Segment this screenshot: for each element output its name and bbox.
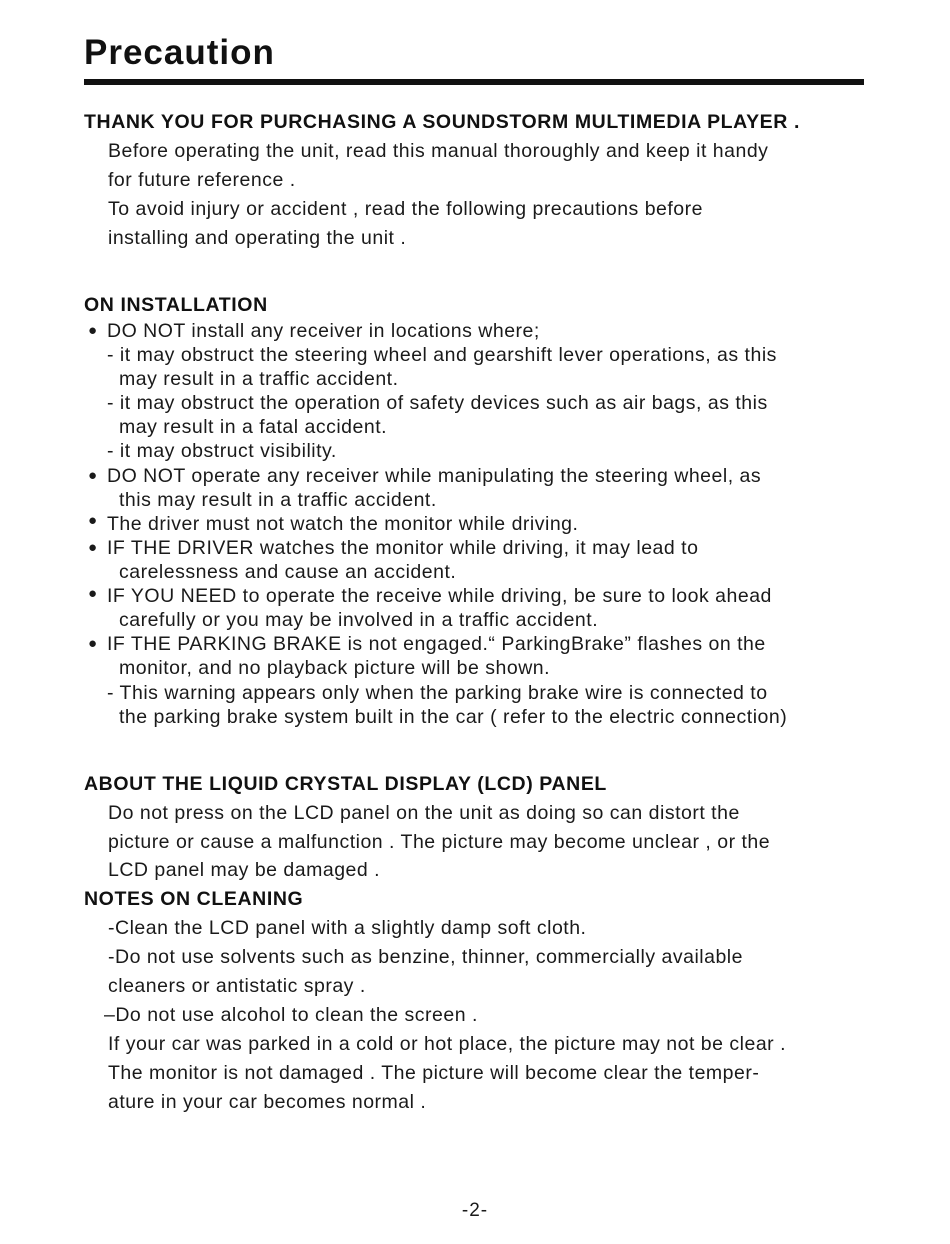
cleaning-line: -Do not use solvents such as benzine, thinner, commercially available [108, 946, 743, 968]
intro-line: To avoid injury or accident , read the following precautions before [108, 198, 703, 220]
lcd-heading: ABOUT THE LIQUID CRYSTAL DISPLAY (LCD) PANEL [84, 773, 607, 795]
title-underline [84, 79, 864, 85]
installation-heading: ON INSTALLATION [84, 294, 268, 316]
cleaning-line: If your car was parked in a cold or hot place, the picture may not be clear . [108, 1033, 786, 1055]
cleaning-line: -Clean the LCD panel with a slightly damp soft cloth. [108, 917, 587, 939]
intro-line: installing and operating the unit . [108, 227, 407, 249]
page-title: Precaution [84, 33, 275, 72]
lcd-line: Do not press on the LCD panel on the unit as doing so can distort the [108, 802, 740, 824]
bullet-icon: ● [88, 585, 98, 602]
installation-line: monitor, and no playback picture will be shown. [119, 657, 551, 679]
bullet-icon: ● [88, 467, 98, 484]
installation-line: DO NOT install any receiver in locations where; [107, 320, 540, 342]
cleaning-line: –Do not use alcohol to clean the screen . [104, 1004, 478, 1026]
installation-line: IF THE PARKING BRAKE is not engaged.“ ParkingBrake” flashes on the [107, 633, 766, 655]
intro-heading: THANK YOU FOR PURCHASING A SOUNDSTORM MULTIMEDIA PLAYER . [84, 111, 801, 133]
installation-line: IF YOU NEED to operate the receive while driving, be sure to look ahead [107, 585, 772, 607]
cleaning-line: ature in your car becomes normal . [108, 1091, 427, 1113]
page-number: -2- [461, 1200, 489, 1221]
bullet-icon: ● [88, 635, 98, 652]
lcd-line: LCD panel may be damaged . [108, 859, 381, 881]
bullet-icon: ● [88, 322, 98, 339]
lcd-line: picture or cause a malfunction . The picture may become unclear , or the [108, 831, 771, 853]
bullet-icon: ● [88, 512, 98, 529]
installation-line: may result in a fatal accident. [119, 416, 388, 438]
installation-line: carelessness and cause an accident. [119, 561, 457, 583]
bullet-icon: ● [88, 539, 98, 556]
installation-line: the parking brake system built in the car ( refer to the electric connection) [119, 706, 788, 728]
installation-line: carefully or you may be involved in a traffic accident. [119, 609, 599, 631]
installation-line: IF THE DRIVER watches the monitor while driving, it may lead to [107, 537, 699, 559]
intro-line: Before operating the unit, read this manual thoroughly and keep it handy [108, 140, 769, 162]
installation-line: may result in a traffic accident. [119, 368, 399, 390]
installation-line: - it may obstruct visibility. [107, 440, 337, 462]
intro-line: for future reference . [108, 169, 296, 191]
installation-line: - This warning appears only when the parking brake wire is connected to [107, 682, 768, 704]
cleaning-heading: NOTES ON CLEANING [84, 888, 304, 910]
installation-line: this may result in a traffic accident. [119, 489, 437, 511]
cleaning-line: cleaners or antistatic spray . [108, 975, 366, 997]
installation-line: - it may obstruct the operation of safety devices such as air bags, as this [107, 392, 768, 414]
installation-line: DO NOT operate any receiver while manipulating the steering wheel, as [107, 465, 762, 487]
installation-line: The driver must not watch the monitor while driving. [107, 513, 579, 535]
cleaning-line: The monitor is not damaged . The picture will become clear the temper- [108, 1062, 760, 1084]
installation-line: - it may obstruct the steering wheel and gearshift lever operations, as this [107, 344, 777, 366]
